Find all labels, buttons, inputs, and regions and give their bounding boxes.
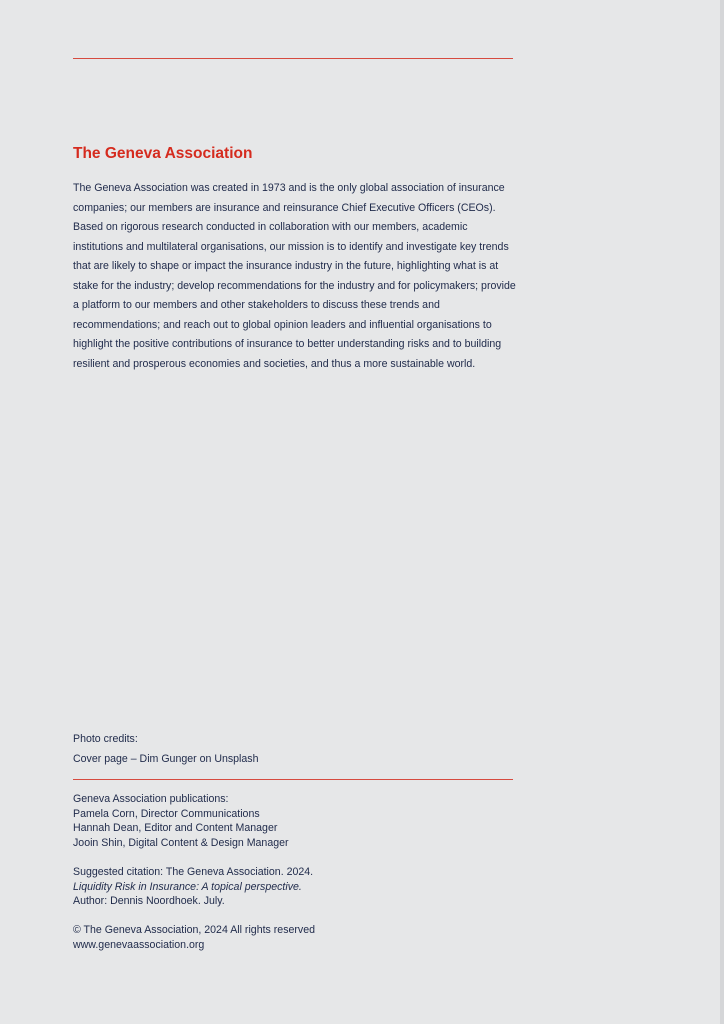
- section-title: The Geneva Association: [73, 145, 253, 162]
- photo-credits-heading: Photo credits:: [73, 733, 138, 745]
- photo-credits: [73, 730, 259, 769]
- publications-person: Jooin Shin, Digital Content & Design Manager: [73, 837, 289, 850]
- citation-block: [73, 865, 313, 909]
- publications-heading: Geneva Association publications:: [73, 793, 229, 805]
- copyright-block: [73, 923, 315, 952]
- photo-credits-cover: Cover page – Dim Gunger on Unsplash: [73, 752, 259, 765]
- website-link[interactable]: www.genevaassociation.org: [73, 938, 205, 951]
- publications-block: [73, 792, 289, 851]
- publications-person: Hannah Dean, Editor and Content Manager: [73, 822, 278, 835]
- citation-report-title: Liquidity Risk in Insurance: A topical perspective.: [73, 880, 302, 893]
- citation-author: Author: Dennis Noordhoek. July.: [73, 895, 225, 908]
- citation-line: Suggested citation: The Geneva Association. 2024.: [73, 866, 314, 878]
- about-paragraph: The Geneva Association was created in 1973 and is the only global association of insurance companies; our members are insurance and reinsurance Chief Executive Officers (CEOs). Based on rigorous research conducted in collaboration with our members, academic institutions and multilateral organisations, our mission is to identify and investigate key trends that are likely to shape or impact the insurance industry in the future, highlighting what is at stake for the industry; develop recommendations for the industry and for policymakers; provide a platform to our members and other stakeholders to discuss these trends and recommendations; and reach out to global opinion leaders and influential organisations to highlight the positive contributions of insurance to better understanding risks and to building resilient and prosperous economies and societies, and thus a more sustainable world.: [73, 182, 516, 370]
- page-edge: [720, 0, 724, 1024]
- top-divider: [73, 58, 513, 59]
- copyright-notice: © The Geneva Association, 2024 All rights reserved: [73, 924, 315, 936]
- publications-person: Pamela Corn, Director Communications: [73, 807, 260, 820]
- credits-divider: [73, 779, 513, 780]
